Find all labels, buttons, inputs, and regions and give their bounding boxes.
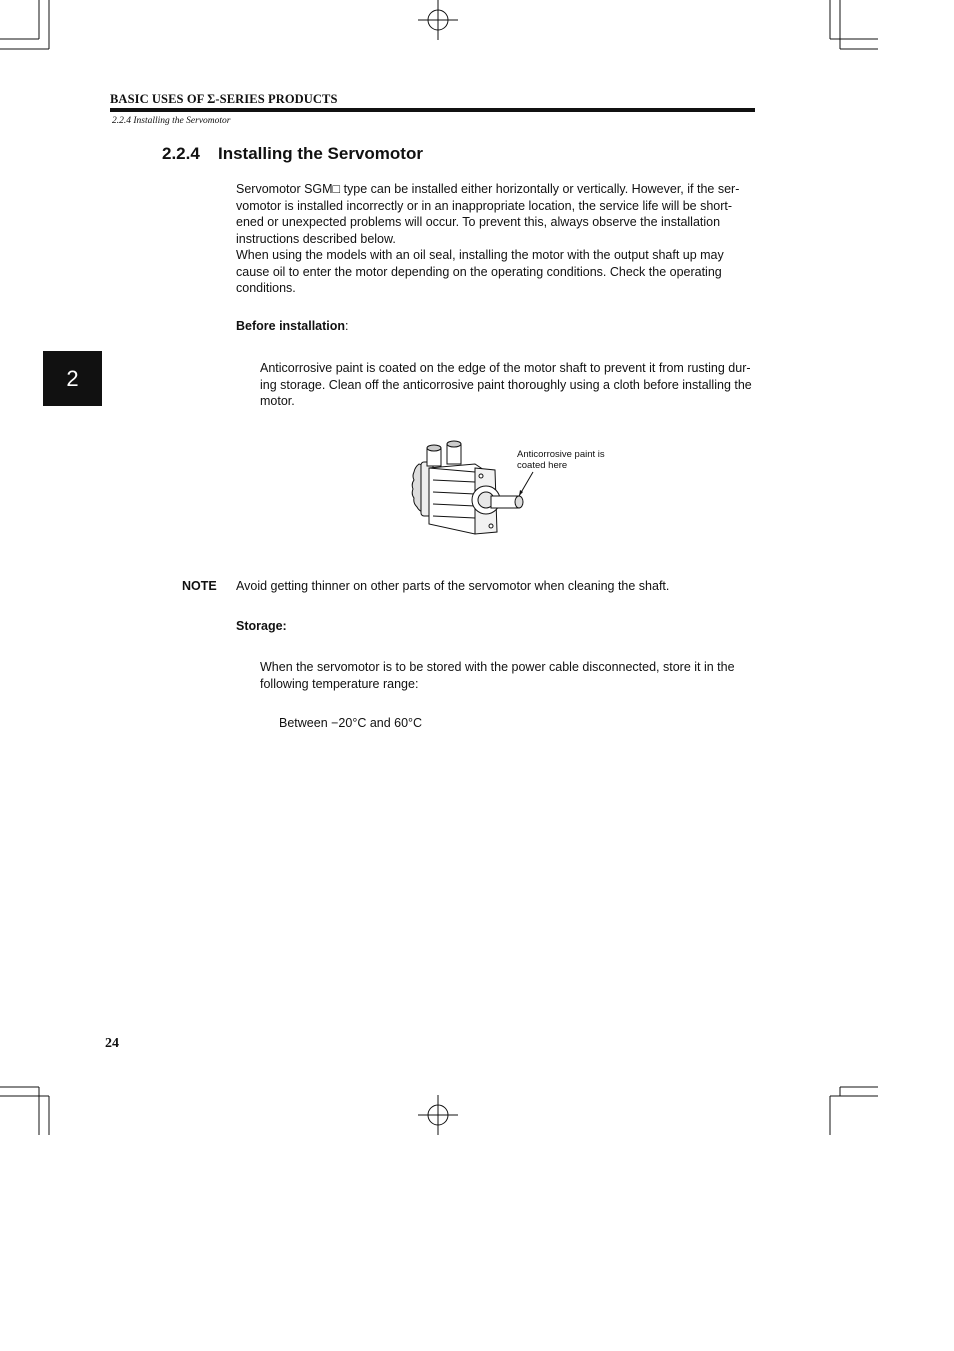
- running-header-subsection: 2.2.4 Installing the Servomotor: [112, 116, 231, 126]
- section-number: 2.2.4: [162, 144, 200, 163]
- note-text: Avoid getting thinner on other parts of the servomotor when cleaning the shaft.: [236, 579, 670, 593]
- heading-text: Before installation: [236, 319, 346, 333]
- storage-temperature-range: Between −20°C and 60°C: [279, 716, 423, 730]
- running-header-title: BASIC USES OF Σ-SERIES PRODUCTS: [110, 92, 338, 106]
- figure-callout-label: [517, 449, 637, 471]
- paragraph-line: ing storage. Clean off the anticorrosive paint thoroughly using a cloth before installing the: [260, 377, 752, 392]
- intro-line: When using the models with an oil seal, installing the motor with the output shaft up may: [236, 248, 724, 262]
- intro-line: cause oil to enter the motor depending on the operating conditions. Check the operating: [236, 264, 722, 279]
- section-title: [162, 144, 423, 164]
- page-number: 24: [105, 1036, 119, 1051]
- intro-line: vomotor is installed incorrectly or in an inappropriate location, the service life will be short-: [236, 198, 733, 213]
- intro-line: ened or unexpected problems will occur. To prevent this, always observe the installation: [236, 215, 721, 229]
- paragraph-line: motor.: [260, 394, 295, 408]
- paragraph-line: When the servomotor is to be stored with the power cable disconnected, store it in the: [260, 660, 735, 674]
- before-installation-heading: [236, 319, 349, 333]
- header-rule: [110, 108, 755, 112]
- servomotor-illustration: [405, 436, 535, 540]
- chapter-tab: 2: [43, 351, 102, 406]
- intro-paragraph: [236, 181, 756, 297]
- callout-line: coated here: [517, 460, 568, 471]
- intro-line: Servomotor SGM□ type can be installed either horizontally or vertically. However, if the ser-: [236, 182, 740, 196]
- callout-line: Anticorrosive paint is: [517, 449, 605, 460]
- paragraph-line: following temperature range:: [260, 676, 419, 691]
- before-installation-paragraph: [260, 360, 756, 410]
- intro-line: conditions.: [236, 281, 296, 295]
- heading-colon: :: [345, 319, 349, 333]
- storage-heading: Storage:: [236, 619, 287, 633]
- intro-line: instructions described below.: [236, 231, 396, 246]
- paragraph-line: Anticorrosive paint is coated on the edge of the motor shaft to prevent it from rusting dur-: [260, 361, 751, 375]
- storage-paragraph: [260, 659, 756, 692]
- section-title-text: Installing the Servomotor: [218, 144, 423, 163]
- note-label: NOTE: [182, 579, 217, 593]
